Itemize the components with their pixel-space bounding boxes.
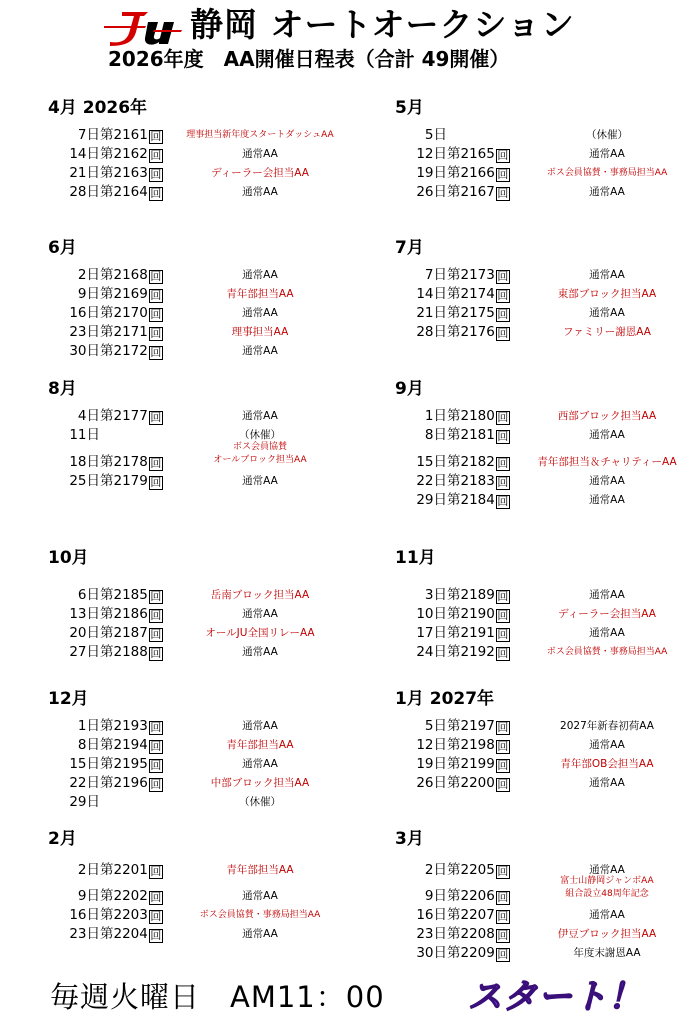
schedule-row bbox=[48, 624, 388, 643]
row-number: 第2196 回 bbox=[100, 775, 162, 791]
row-event: 青年部担当AA bbox=[226, 739, 294, 751]
row-number-suffix: 回 bbox=[150, 609, 162, 622]
row-number: 第2195 回 bbox=[100, 756, 162, 772]
header bbox=[0, 0, 691, 80]
row-number-suffix: 回 bbox=[497, 270, 509, 283]
schedule-row bbox=[48, 605, 388, 624]
month-block bbox=[395, 827, 691, 967]
row-number-suffix: 回 bbox=[497, 891, 509, 904]
row-day: 12日 bbox=[416, 737, 447, 753]
row-day: 15日 bbox=[416, 454, 447, 470]
row-number-suffix: 回 bbox=[150, 308, 162, 321]
row-day: 23日 bbox=[416, 926, 447, 942]
row-event: 通常AA bbox=[242, 608, 278, 620]
footer-schedule: 毎週火曜日 AM11：00 bbox=[50, 980, 385, 1014]
month-header: 5月 bbox=[395, 98, 424, 118]
row-event: 通常AA bbox=[242, 307, 278, 319]
schedule-row bbox=[48, 793, 388, 812]
schedule-row bbox=[395, 736, 691, 755]
footer bbox=[0, 965, 691, 1015]
row-number: 第2161 回 bbox=[100, 127, 162, 143]
row-event: 通常AA bbox=[242, 475, 278, 487]
schedule-row bbox=[395, 407, 691, 426]
row-number-suffix: 回 bbox=[150, 910, 162, 923]
schedule-row bbox=[48, 472, 388, 491]
row-number: 第2180 回 bbox=[447, 408, 509, 424]
row-event: 西部ブロック担当AA bbox=[557, 410, 657, 422]
row-number-suffix: 回 bbox=[497, 628, 509, 641]
row-event: 年度末謝恩AA bbox=[573, 947, 641, 959]
row-number-suffix: 回 bbox=[497, 430, 509, 443]
row-number: 第2176 回 bbox=[447, 324, 509, 340]
row-event: ディーラー会担当AA bbox=[558, 608, 656, 620]
row-number: 第2174 回 bbox=[447, 286, 509, 302]
row-day: 11日 bbox=[69, 427, 100, 443]
row-number-suffix: 回 bbox=[497, 495, 509, 508]
row-number-suffix: 回 bbox=[497, 865, 509, 878]
month-block bbox=[48, 236, 388, 376]
schedule-row bbox=[48, 342, 388, 361]
row-number-suffix: 回 bbox=[150, 778, 162, 791]
row-event: 通常AA bbox=[589, 307, 625, 319]
row-number: 第2192 回 bbox=[447, 644, 509, 660]
row-event: 2027年新春初荷AA bbox=[560, 720, 654, 732]
schedule-row bbox=[48, 442, 388, 472]
row-number: 第2178 回 bbox=[100, 454, 162, 470]
row-number: 第2191 回 bbox=[447, 625, 509, 641]
row-event: ファミリー謝恩AA bbox=[563, 326, 651, 338]
row-day: 21日 bbox=[69, 165, 100, 181]
row-event: 通常AA bbox=[242, 269, 278, 281]
row-number-suffix: 回 bbox=[497, 590, 509, 603]
schedule-row bbox=[395, 323, 691, 342]
row-day: 23日 bbox=[69, 324, 100, 340]
row-number: 第2209 回 bbox=[447, 945, 509, 961]
row-number: 第2198 回 bbox=[447, 737, 509, 753]
row-number-suffix: 回 bbox=[150, 168, 162, 181]
row-event: ボス会員協賛・事務局担当AA bbox=[546, 647, 668, 657]
schedule-row bbox=[48, 736, 388, 755]
row-day: 10日 bbox=[416, 606, 447, 622]
row-number-suffix: 回 bbox=[497, 187, 509, 200]
row-event: （休催） bbox=[586, 129, 628, 141]
schedule-row bbox=[395, 183, 691, 202]
row-number: 第2169 回 bbox=[100, 286, 162, 302]
row-day: 3日 bbox=[424, 587, 447, 603]
schedule-row bbox=[48, 183, 388, 202]
row-event: 理事担当新年度スタートダッシュAA bbox=[186, 130, 334, 140]
schedule-row bbox=[48, 925, 388, 944]
row-number-suffix: 回 bbox=[150, 929, 162, 942]
row-event: 通常AA bbox=[242, 186, 278, 198]
row-number-suffix: 回 bbox=[497, 168, 509, 181]
row-day: 5日 bbox=[424, 127, 447, 143]
row-day: 30日 bbox=[69, 343, 100, 359]
row-number: 第2163 回 bbox=[100, 165, 162, 181]
schedule-row bbox=[395, 266, 691, 285]
row-number: 第2205 回 bbox=[447, 862, 509, 878]
row-day: 28日 bbox=[69, 184, 100, 200]
month-header: 7月 bbox=[395, 238, 424, 258]
row-event: 通常AA bbox=[242, 345, 278, 357]
month-block bbox=[395, 546, 691, 686]
row-day: 17日 bbox=[416, 625, 447, 641]
schedule-row bbox=[395, 586, 691, 605]
row-number: 第2177 回 bbox=[100, 408, 162, 424]
row-number-suffix: 回 bbox=[497, 740, 509, 753]
page-title: 静岡 オートオークション bbox=[190, 5, 575, 44]
row-number: 第2166 回 bbox=[447, 165, 509, 181]
row-event: 通常AA bbox=[589, 429, 625, 441]
row-number: 第2170 回 bbox=[100, 305, 162, 321]
row-day: 9日 bbox=[77, 888, 100, 904]
row-event: 中部ブロック担当AA bbox=[210, 777, 310, 789]
month-header: 8月 bbox=[48, 379, 77, 399]
schedule-row bbox=[48, 755, 388, 774]
row-day: 16日 bbox=[416, 907, 447, 923]
row-number: 第2182 回 bbox=[447, 454, 509, 470]
row-event: 通常AA bbox=[242, 410, 278, 422]
row-number-suffix: 回 bbox=[150, 759, 162, 772]
row-number-suffix: 回 bbox=[150, 628, 162, 641]
schedule-row bbox=[395, 126, 691, 145]
row-number-suffix: 回 bbox=[150, 476, 162, 489]
row-event: ボス会員協賛・事務局担当AA bbox=[199, 910, 321, 920]
row-number-suffix: 回 bbox=[497, 149, 509, 162]
row-number-suffix: 回 bbox=[497, 759, 509, 772]
row-day: 7日 bbox=[424, 267, 447, 283]
row-day: 18日 bbox=[69, 454, 100, 470]
row-number: 第2173 回 bbox=[447, 267, 509, 283]
row-number-suffix: 回 bbox=[497, 948, 509, 961]
row-event: 通常AA bbox=[589, 864, 625, 876]
row-number: 第2167 回 bbox=[447, 184, 509, 200]
row-day: 2日 bbox=[77, 267, 100, 283]
schedule-row bbox=[395, 876, 691, 906]
row-day: 12日 bbox=[416, 146, 447, 162]
schedule-row bbox=[395, 285, 691, 304]
row-number-suffix: 回 bbox=[497, 647, 509, 660]
row-day: 24日 bbox=[416, 644, 447, 660]
schedule-row bbox=[48, 407, 388, 426]
row-day: 29日 bbox=[416, 492, 447, 508]
row-number: 第2199 回 bbox=[447, 756, 509, 772]
row-day: 5日 bbox=[424, 718, 447, 734]
row-day: 1日 bbox=[77, 718, 100, 734]
row-number: 第2162 回 bbox=[100, 146, 162, 162]
schedule-row bbox=[48, 164, 388, 183]
row-event: 通常AA bbox=[589, 739, 625, 751]
row-day: 16日 bbox=[69, 305, 100, 321]
row-event: ボス会員協賛 オールブロック担当AA bbox=[213, 442, 307, 465]
month-block bbox=[48, 546, 388, 686]
schedule-row bbox=[48, 266, 388, 285]
row-event: 通常AA bbox=[589, 494, 625, 506]
row-number: 第2168 回 bbox=[100, 267, 162, 283]
month-block bbox=[395, 236, 691, 376]
row-event: 通常AA bbox=[242, 758, 278, 770]
row-event: 通常AA bbox=[242, 720, 278, 732]
month-block bbox=[48, 96, 388, 236]
row-event: 青年部担当＆チャリティーAA bbox=[537, 456, 677, 468]
row-number: 第2193 回 bbox=[100, 718, 162, 734]
row-day: 8日 bbox=[77, 737, 100, 753]
row-day: 14日 bbox=[69, 146, 100, 162]
schedule-row bbox=[395, 717, 691, 736]
row-number-suffix: 回 bbox=[497, 609, 509, 622]
row-day: 25日 bbox=[69, 473, 100, 489]
row-number: 第2200 回 bbox=[447, 775, 509, 791]
month-header: 1月 2027年 bbox=[395, 689, 495, 709]
row-number: 第2181 回 bbox=[447, 427, 509, 443]
schedule-row bbox=[48, 906, 388, 925]
schedule-row bbox=[395, 755, 691, 774]
schedule-row bbox=[48, 586, 388, 605]
schedule-row bbox=[395, 925, 691, 944]
schedule-row bbox=[395, 453, 691, 472]
month-header: 6月 bbox=[48, 238, 77, 258]
schedule-row bbox=[48, 717, 388, 736]
row-day: 8日 bbox=[424, 427, 447, 443]
row-number: 第2207 回 bbox=[447, 907, 509, 923]
schedule-row bbox=[48, 304, 388, 323]
row-event: 伊豆ブロック担当AA bbox=[557, 928, 657, 940]
month-header: 4月 2026年 bbox=[48, 98, 148, 118]
row-day: 26日 bbox=[416, 775, 447, 791]
row-number-suffix: 回 bbox=[497, 411, 509, 424]
row-day: 22日 bbox=[416, 473, 447, 489]
row-event: ディーラー会担当AA bbox=[211, 167, 309, 179]
row-event: 通常AA bbox=[589, 269, 625, 281]
row-number: 第2201 回 bbox=[100, 862, 162, 878]
month-header: 2月 bbox=[48, 829, 77, 849]
row-number-suffix: 回 bbox=[150, 130, 162, 143]
row-day: 1日 bbox=[424, 408, 447, 424]
row-number-suffix: 回 bbox=[497, 721, 509, 734]
row-number: 第2208 回 bbox=[447, 926, 509, 942]
row-day: 13日 bbox=[69, 606, 100, 622]
row-number-suffix: 回 bbox=[497, 457, 509, 470]
row-number-suffix: 回 bbox=[150, 289, 162, 302]
row-number: 第2194 回 bbox=[100, 737, 162, 753]
row-number: 第2202 回 bbox=[100, 888, 162, 904]
month-block bbox=[48, 827, 388, 967]
row-day: 14日 bbox=[416, 286, 447, 302]
schedule-row bbox=[395, 774, 691, 793]
schedule-row bbox=[48, 774, 388, 793]
row-event: 通常AA bbox=[589, 589, 625, 601]
schedule-row bbox=[395, 145, 691, 164]
row-number: 第2190 回 bbox=[447, 606, 509, 622]
row-number: 第2189 回 bbox=[447, 587, 509, 603]
schedule-row bbox=[48, 126, 388, 145]
row-number-suffix: 回 bbox=[497, 929, 509, 942]
schedule-row bbox=[395, 906, 691, 925]
row-event: 理事担当AA bbox=[231, 326, 289, 338]
row-number-suffix: 回 bbox=[150, 457, 162, 470]
schedule-row bbox=[395, 472, 691, 491]
row-event: ボス会員協賛・事務局担当AA bbox=[546, 168, 668, 178]
row-number: 第2187 回 bbox=[100, 625, 162, 641]
row-event: 通常AA bbox=[589, 148, 625, 160]
month-block bbox=[48, 687, 388, 827]
row-day: 7日 bbox=[77, 127, 100, 143]
month-block bbox=[395, 687, 691, 827]
month-block bbox=[395, 96, 691, 236]
row-number: 第2184 回 bbox=[447, 492, 509, 508]
row-day: 15日 bbox=[69, 756, 100, 772]
row-event: 青年部担当AA bbox=[226, 288, 294, 300]
row-number: 第2186 回 bbox=[100, 606, 162, 622]
schedule-row bbox=[395, 304, 691, 323]
month-header: 10月 bbox=[48, 548, 89, 568]
row-number-suffix: 回 bbox=[150, 411, 162, 424]
row-number: 第2203 回 bbox=[100, 907, 162, 923]
schedule-row bbox=[48, 861, 388, 880]
row-event: 通常AA bbox=[242, 928, 278, 940]
row-number-suffix: 回 bbox=[150, 346, 162, 359]
schedule-row bbox=[48, 887, 388, 906]
row-number-suffix: 回 bbox=[150, 187, 162, 200]
ju-logo bbox=[104, 12, 182, 46]
row-number-suffix: 回 bbox=[150, 149, 162, 162]
row-number: 第2179 回 bbox=[100, 473, 162, 489]
row-day: 29日 bbox=[69, 794, 100, 810]
row-event: 岳南ブロック担当AA bbox=[210, 589, 310, 601]
row-number: 第2188 回 bbox=[100, 644, 162, 660]
row-number: 第2165 回 bbox=[447, 146, 509, 162]
row-event: 通常AA bbox=[242, 890, 278, 902]
row-event: 青年部OB会担当AA bbox=[560, 758, 654, 770]
row-day: 30日 bbox=[416, 945, 447, 961]
row-day: 27日 bbox=[69, 644, 100, 660]
row-number-suffix: 回 bbox=[497, 910, 509, 923]
row-number-suffix: 回 bbox=[497, 308, 509, 321]
schedule-row bbox=[48, 643, 388, 662]
row-day: 16日 bbox=[69, 907, 100, 923]
row-number-suffix: 回 bbox=[150, 891, 162, 904]
schedule-row bbox=[395, 605, 691, 624]
schedule-row bbox=[48, 285, 388, 304]
row-event: 通常AA bbox=[589, 909, 625, 921]
row-number-suffix: 回 bbox=[497, 778, 509, 791]
row-day: 26日 bbox=[416, 184, 447, 200]
row-number: 第2206 回 bbox=[447, 888, 509, 904]
row-number: 第2171 回 bbox=[100, 324, 162, 340]
row-day: 2日 bbox=[77, 862, 100, 878]
page-subtitle: 2026年度 AA開催日程表（合計 49開催） bbox=[108, 47, 510, 71]
row-number-suffix: 回 bbox=[150, 865, 162, 878]
schedule-row bbox=[395, 643, 691, 662]
row-number-suffix: 回 bbox=[497, 289, 509, 302]
row-event: 通常AA bbox=[589, 777, 625, 789]
schedule-row bbox=[395, 426, 691, 445]
schedule-row bbox=[395, 944, 691, 963]
row-day: 2日 bbox=[424, 862, 447, 878]
row-number: 第2164 回 bbox=[100, 184, 162, 200]
row-day: 19日 bbox=[416, 756, 447, 772]
row-number: 第2185 回 bbox=[100, 587, 162, 603]
row-day: 19日 bbox=[416, 165, 447, 181]
row-number: 第2204 回 bbox=[100, 926, 162, 942]
row-event: 東部ブロック担当AA bbox=[557, 288, 657, 300]
row-day: 20日 bbox=[69, 625, 100, 641]
schedule-row bbox=[395, 624, 691, 643]
row-number-suffix: 回 bbox=[150, 740, 162, 753]
row-number-suffix: 回 bbox=[150, 327, 162, 340]
row-event: 通常AA bbox=[589, 475, 625, 487]
row-day: 23日 bbox=[69, 926, 100, 942]
month-header: 9月 bbox=[395, 379, 424, 399]
month-block bbox=[395, 377, 691, 517]
row-event: （休催） bbox=[239, 796, 281, 808]
row-number: 第2172 回 bbox=[100, 343, 162, 359]
row-day: 21日 bbox=[416, 305, 447, 321]
row-day: 9日 bbox=[77, 286, 100, 302]
month-block bbox=[48, 377, 388, 517]
row-number-suffix: 回 bbox=[150, 590, 162, 603]
row-day: 4日 bbox=[77, 408, 100, 424]
row-event: 通常AA bbox=[242, 646, 278, 658]
row-number-suffix: 回 bbox=[497, 476, 509, 489]
month-header: 11月 bbox=[395, 548, 436, 568]
month-header: 12月 bbox=[48, 689, 89, 709]
row-day: 22日 bbox=[69, 775, 100, 791]
row-event: （休催） bbox=[239, 429, 281, 441]
row-event: 富士山静岡ジャンボAA 組合設立48周年記念 bbox=[560, 876, 654, 899]
month-header: 3月 bbox=[395, 829, 424, 849]
row-event: 青年部担当AA bbox=[226, 864, 294, 876]
schedule-row bbox=[48, 145, 388, 164]
row-event: オールJU全国リレーAA bbox=[205, 627, 315, 639]
row-number-suffix: 回 bbox=[150, 270, 162, 283]
row-number: 第2183 回 bbox=[447, 473, 509, 489]
row-event: 通常AA bbox=[589, 627, 625, 639]
schedule-row bbox=[395, 491, 691, 510]
row-day: 9日 bbox=[424, 888, 447, 904]
row-number-suffix: 回 bbox=[150, 721, 162, 734]
row-number: 第2197 回 bbox=[447, 718, 509, 734]
schedule-row bbox=[395, 164, 691, 183]
footer-start: スタート！ bbox=[468, 977, 643, 1017]
schedule-row bbox=[48, 323, 388, 342]
row-number-suffix: 回 bbox=[497, 327, 509, 340]
row-number-suffix: 回 bbox=[150, 647, 162, 660]
row-day: 6日 bbox=[77, 587, 100, 603]
row-event: 通常AA bbox=[242, 148, 278, 160]
row-number: 第2175 回 bbox=[447, 305, 509, 321]
row-event: 通常AA bbox=[589, 186, 625, 198]
row-day: 28日 bbox=[416, 324, 447, 340]
